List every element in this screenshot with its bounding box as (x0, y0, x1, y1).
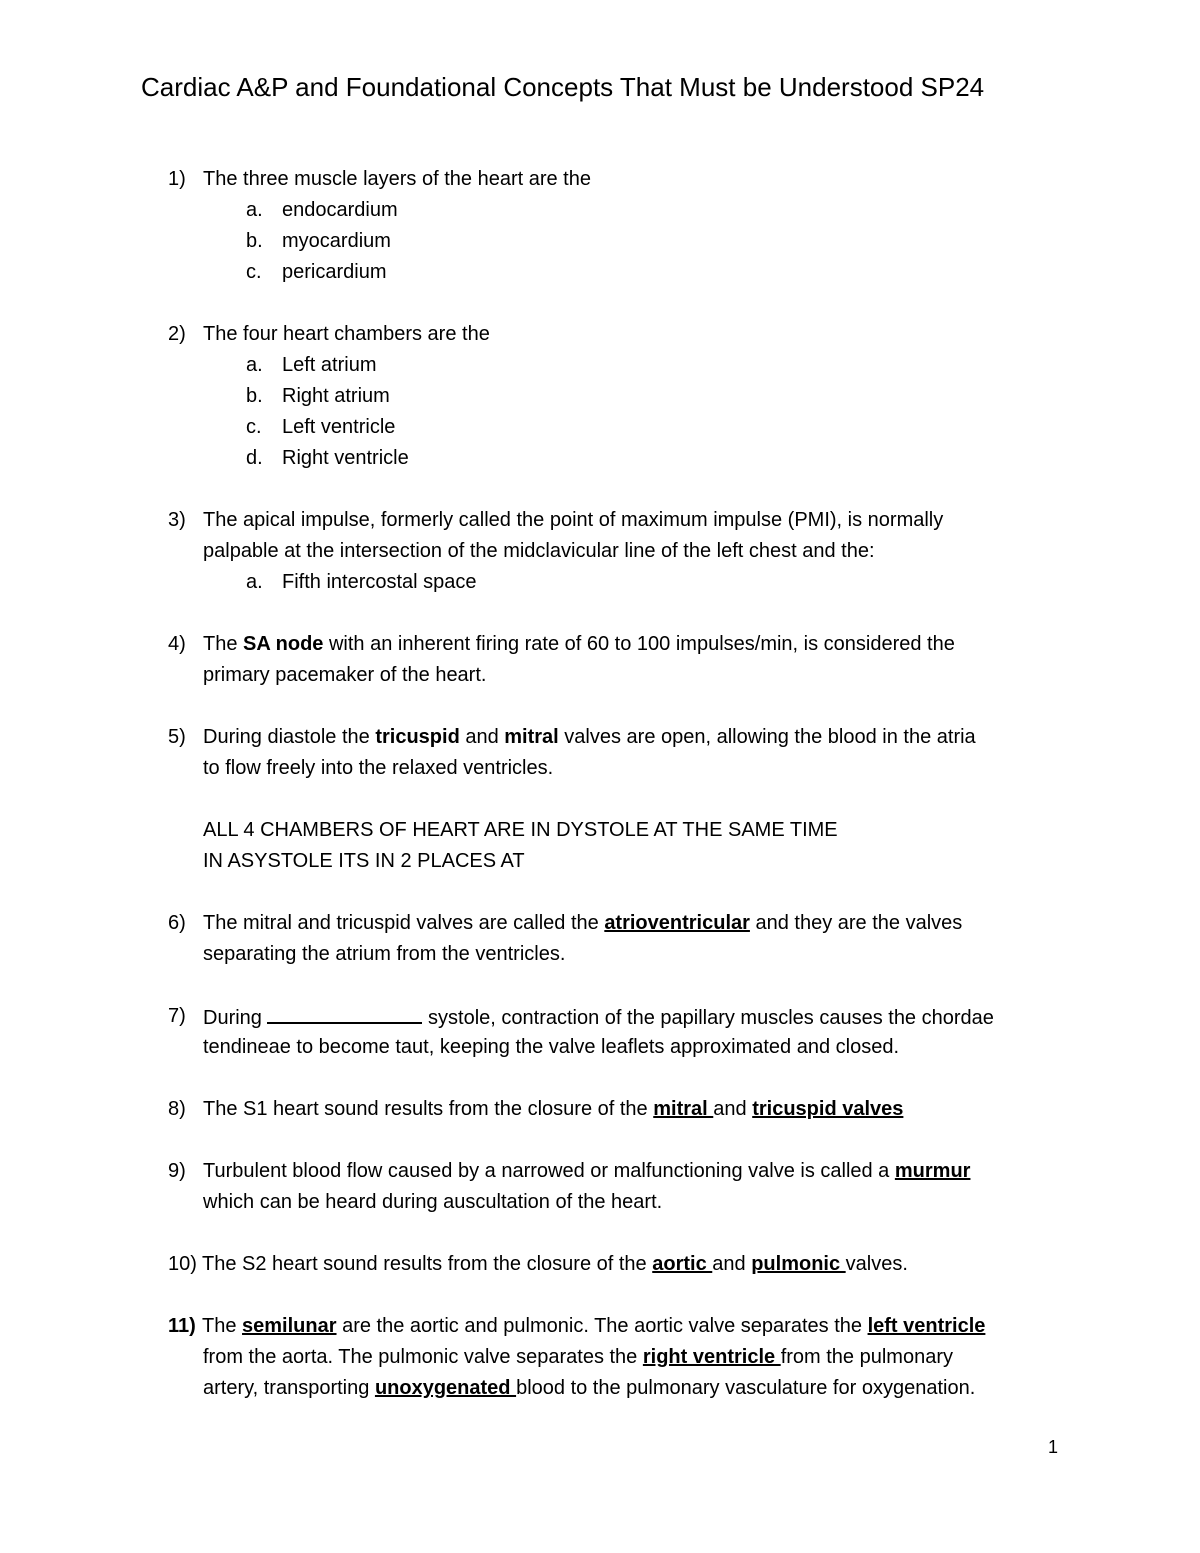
q5-answer-1: tricuspid (375, 726, 460, 748)
q5-note-1: ALL 4 CHAMBERS OF HEART ARE IN DYSTOLE AT THE SAME TIME (203, 819, 838, 841)
q11-answer-1: semilunar (242, 1315, 337, 1337)
q4-post: with an inherent firing rate of 60 to 100 impulses/min, is considered the (323, 633, 955, 655)
q11-answer-2: left ventricle (867, 1315, 986, 1337)
q6-answer: atrioventricular (604, 912, 750, 934)
q5-line1 (203, 725, 976, 749)
q5-post: valves are open, allowing the blood in the atria (558, 726, 976, 748)
q8-answer-2: tricuspid valves (752, 1098, 904, 1120)
q6-line2: separating the atrium from the ventricles. (203, 943, 566, 965)
q7-answer-blank (267, 1004, 422, 1024)
page-title: Cardiac A&P and Foundational Concepts That Must be Understood SP24 (141, 72, 985, 102)
q2-item-c: Left ventricle (282, 416, 396, 438)
q5-line2: to flow freely into the relaxed ventricles. (203, 757, 554, 779)
q11-pre: The (202, 1315, 243, 1337)
q6-post: and they are the valves (749, 912, 963, 934)
q4-number: 4) (168, 633, 186, 655)
q1-text: The three muscle layers of the heart are the (203, 168, 591, 190)
q8-line1 (203, 1097, 903, 1121)
q5-number: 5) (168, 726, 186, 748)
q10-post: valves. (845, 1253, 908, 1275)
q10-number: 10) (168, 1253, 197, 1275)
q2-item-d: Right ventricle (282, 447, 409, 469)
page-number: 1 (1048, 1437, 1059, 1457)
q6-line1 (203, 911, 962, 935)
q8-pre: The S1 heart sound results from the closure of the (203, 1098, 654, 1120)
q11-line2-post: from the pulmonary (780, 1346, 953, 1368)
q4-line1 (203, 632, 955, 656)
q7-line1 (203, 1004, 994, 1030)
q1-item-c-letter: c. (246, 261, 262, 283)
q3-number: 3) (168, 509, 186, 531)
q2-item-d-letter: d. (246, 447, 263, 469)
q8-number: 8) (168, 1098, 186, 1120)
q7-number: 7) (168, 1005, 186, 1027)
q1-item-a-letter: a. (246, 199, 263, 221)
q9-pre: Turbulent blood flow caused by a narrowed or malfunctioning valve is called a (203, 1160, 895, 1182)
q3-line1: The apical impulse, formerly called the point of maximum impulse (PMI), is normally (203, 509, 944, 531)
q2-item-a: Left atrium (282, 354, 377, 376)
q11-line2-pre: from the aorta. The pulmonic valve separates the (203, 1346, 643, 1368)
q10-line1 (202, 1252, 908, 1276)
q9-number: 9) (168, 1160, 186, 1182)
q2-item-b: Right atrium (282, 385, 390, 407)
q3-item-a-letter: a. (246, 571, 263, 593)
q11-mid: are the aortic and pulmonic. The aortic valve separates the (336, 1315, 868, 1337)
q4-line2: primary pacemaker of the heart. (203, 664, 487, 686)
q6-number: 6) (168, 912, 186, 934)
q11-line1 (202, 1314, 985, 1338)
q5-answer-2: mitral (504, 726, 559, 748)
q1-item-a: endocardium (282, 199, 398, 221)
q6-pre: The mitral and tricuspid valves are called the (203, 912, 605, 934)
q1-item-b: myocardium (282, 230, 391, 252)
q8-mid: and (713, 1098, 753, 1120)
q2-item-c-letter: c. (246, 416, 262, 438)
q2-item-a-letter: a. (246, 354, 263, 376)
q11-answer-4: unoxygenated (374, 1377, 517, 1399)
q11-line3-post: blood to the pulmonary vasculature for oxygenation. (516, 1377, 976, 1399)
q11-line3-pre: artery, transporting (203, 1377, 375, 1399)
q11-number: 11) (168, 1315, 196, 1337)
q5-mid: and (459, 726, 505, 748)
q10-answer-1: aortic (652, 1253, 713, 1275)
q1-item-c: pericardium (282, 261, 387, 283)
q5-pre: During diastole the (203, 726, 376, 748)
q2-item-b-letter: b. (246, 385, 263, 407)
q2-text: The four heart chambers are the (203, 323, 490, 345)
q7-post: systole, contraction of the papillary muscles causes the chordae (422, 1007, 994, 1029)
q4-pre: The (203, 633, 244, 655)
q1-number: 1) (168, 168, 186, 190)
q9-line1 (203, 1159, 970, 1183)
q7-line2: tendineae to become taut, keeping the valve leaflets approximated and closed. (203, 1036, 900, 1058)
q10-mid: and (712, 1253, 752, 1275)
q3-item-a: Fifth intercostal space (282, 571, 477, 593)
q8-answer-1: mitral (653, 1098, 714, 1120)
q11-line2 (203, 1345, 953, 1369)
q11-answer-3: right ventricle (642, 1346, 781, 1368)
q3-line2: palpable at the intersection of the midclavicular line of the left chest and the: (203, 540, 875, 562)
q9-answer: murmur (894, 1160, 971, 1182)
q10-answer-2: pulmonic (751, 1253, 846, 1275)
q2-number: 2) (168, 323, 186, 345)
q1-item-b-letter: b. (246, 230, 263, 252)
q10-pre: The S2 heart sound results from the closure of the (202, 1253, 653, 1275)
q7-pre: During (203, 1007, 268, 1029)
q11-line3 (203, 1376, 975, 1400)
q5-note-2: IN ASYSTOLE ITS IN 2 PLACES AT (203, 850, 525, 872)
q9-line2: which can be heard during auscultation of the heart. (203, 1191, 663, 1213)
q4-answer: SA node (243, 633, 324, 655)
